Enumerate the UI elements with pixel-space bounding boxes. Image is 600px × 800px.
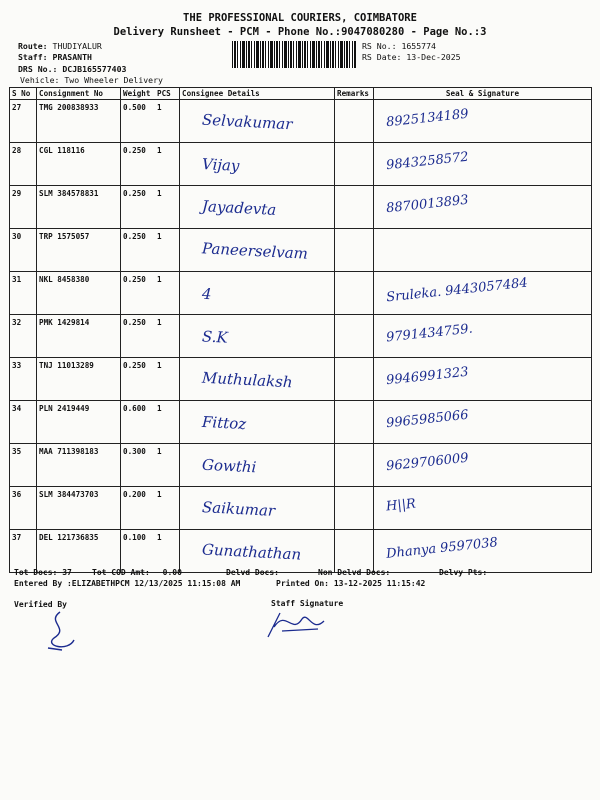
signature-handwriting: 9843258572: [385, 149, 470, 174]
consignee-handwriting: 4: [201, 284, 213, 304]
consignee-handwriting: Gowthi: [201, 455, 257, 477]
signature-handwriting: Sruleka. 9443057484: [385, 275, 529, 306]
drs-line: [18, 64, 126, 74]
table-row: [10, 143, 592, 186]
cell-pcs: 1: [155, 272, 180, 315]
cell-pcs: 1: [155, 100, 180, 143]
cell-weight: 0.100: [121, 530, 156, 573]
cell-pcs: 1: [155, 143, 180, 186]
cell-consignee: [180, 229, 335, 272]
vehicle-line: [20, 75, 163, 85]
cell-remarks: [335, 444, 374, 487]
cell-signature: [374, 444, 592, 487]
cell-consignment: PMK 1429814: [37, 315, 121, 358]
cell-consignment: SLM 384473703: [37, 487, 121, 530]
cell-consignment: TRP 1575057: [37, 229, 121, 272]
signature-handwriting: H||R: [385, 496, 417, 515]
cell-weight: 0.250: [121, 315, 156, 358]
cell-pcs: 1: [155, 186, 180, 229]
cell-sno: 33: [10, 358, 37, 401]
cell-consignee: [180, 272, 335, 315]
cell-signature: [374, 272, 592, 315]
table-header-row: [10, 88, 592, 100]
barcode: [232, 41, 356, 68]
rs-no-value: 1655774: [401, 41, 436, 51]
cell-weight: 0.250: [121, 358, 156, 401]
entered-by-value: ELIZABETHPCM 12/13/2025 11:15:08 AM: [71, 579, 241, 588]
table-row: [10, 530, 592, 573]
printed-on-value: 13-12-2025 11:15:42: [333, 579, 426, 588]
cell-sno: 35: [10, 444, 37, 487]
tot-cod-value: 0.00: [162, 568, 182, 577]
cell-sno: 27: [10, 100, 37, 143]
cell-remarks: [335, 401, 374, 444]
consignee-handwriting: Muthulaksh: [201, 368, 293, 392]
tot-docs-label: Tot Docs:: [14, 568, 58, 577]
cell-consignee: [180, 358, 335, 401]
staff-label: Staff:: [18, 52, 48, 62]
consignee-handwriting: Saikumar: [201, 498, 276, 520]
table-row: [10, 229, 592, 272]
cell-sno: 34: [10, 401, 37, 444]
drs-label: DRS No.:: [18, 64, 58, 74]
tot-docs: [14, 568, 72, 577]
consignee-handwriting: Paneerselvam: [201, 239, 309, 263]
cell-signature: [374, 186, 592, 229]
cell-sno: 30: [10, 229, 37, 272]
entered-by: [14, 579, 240, 588]
cell-remarks: [335, 530, 374, 573]
cell-consignee: [180, 186, 335, 229]
cell-sno: 29: [10, 186, 37, 229]
cell-signature: [374, 530, 592, 573]
cell-remarks: [335, 272, 374, 315]
col-pcs: PCS: [155, 88, 180, 100]
cell-remarks: [335, 487, 374, 530]
consignee-handwriting: Fittoz: [201, 412, 247, 434]
cell-consignment: TMG 200838933: [37, 100, 121, 143]
rs-date-line: [362, 52, 461, 62]
cell-sno: 28: [10, 143, 37, 186]
cell-weight: 0.250: [121, 143, 156, 186]
route-line: [18, 41, 102, 51]
entered-by-label: Entered By :: [14, 579, 72, 588]
cell-weight: 0.300: [121, 444, 156, 487]
cell-weight: 0.200: [121, 487, 156, 530]
cell-pcs: 1: [155, 229, 180, 272]
cell-sno: 36: [10, 487, 37, 530]
rs-no-line: [362, 41, 436, 51]
cell-remarks: [335, 143, 374, 186]
cell-signature: [374, 315, 592, 358]
cell-consignee: [180, 530, 335, 573]
consignee-handwriting: S.K: [201, 327, 229, 347]
cell-consignee: [180, 315, 335, 358]
staff-signature-label: Staff Signature: [271, 599, 344, 608]
cell-pcs: 1: [155, 401, 180, 444]
col-signature: Seal & Signature: [374, 88, 592, 100]
route-label: Route:: [18, 41, 48, 51]
runsheet-subtitle: Delivery Runsheet - PCM - Phone No.:9047080280 - Page No.:3: [113, 26, 487, 38]
cell-consignment: MAA 711398183: [37, 444, 121, 487]
non-delvd-docs-label: Non Delvd Docs:: [318, 568, 391, 577]
cell-consignee: [180, 401, 335, 444]
table-row: [10, 100, 592, 143]
col-sno: S No: [10, 88, 37, 100]
cell-sno: 31: [10, 272, 37, 315]
cell-consignment: TNJ 11013289: [37, 358, 121, 401]
cell-consignment: DEL 121736835: [37, 530, 121, 573]
consignee-handwriting: Vijay: [201, 155, 240, 175]
cell-signature: [374, 143, 592, 186]
cell-remarks: [335, 358, 374, 401]
cell-weight: 0.600: [121, 401, 156, 444]
cell-weight: 0.500: [121, 100, 156, 143]
table-row: [10, 315, 592, 358]
cell-remarks: [335, 229, 374, 272]
cell-consignee: [180, 487, 335, 530]
cell-pcs: 1: [155, 358, 180, 401]
route-value: THUDIYALUR: [52, 41, 102, 51]
cell-consignee: [180, 444, 335, 487]
drs-value: DCJB165577403: [62, 64, 127, 74]
vehicle-label: Vehicle:: [20, 75, 60, 85]
cell-consignee: [180, 100, 335, 143]
cell-weight: 0.250: [121, 186, 156, 229]
cell-remarks: [335, 315, 374, 358]
cell-consignment: NKL 8458380: [37, 272, 121, 315]
cell-sno: 37: [10, 530, 37, 573]
signature-handwriting: 8870013893: [385, 192, 470, 217]
cell-consignment: SLM 384578831: [37, 186, 121, 229]
cell-pcs: 1: [155, 315, 180, 358]
runsheet-table: [9, 87, 592, 573]
staff-value: PRASANTH: [52, 52, 92, 62]
staff-signature-scribble: [262, 607, 332, 643]
col-consignee: Consignee Details: [180, 88, 335, 100]
cell-remarks: [335, 100, 374, 143]
cell-sno: 32: [10, 315, 37, 358]
cell-signature: [374, 401, 592, 444]
verified-signature-scribble: [40, 608, 80, 654]
cell-remarks: [335, 186, 374, 229]
delvy-pts-label: Delvy Pts:: [439, 568, 488, 577]
company-title: THE PROFESSIONAL COURIERS, COIMBATORE: [183, 12, 417, 24]
signature-handwriting: 9965985066: [385, 407, 470, 432]
cell-consignment: CGL 118116: [37, 143, 121, 186]
signature-handwriting: 9629706009: [385, 450, 470, 475]
cell-consignee: [180, 143, 335, 186]
printed-on-label: Printed On:: [276, 579, 329, 588]
rs-date-value: 13-Dec-2025: [406, 52, 461, 62]
signature-handwriting: 9946991323: [385, 364, 470, 389]
delvd-docs-label: Delvd Docs:: [226, 568, 279, 577]
staff-line: [18, 52, 92, 62]
table-row: [10, 401, 592, 444]
signature-handwriting: Dhanya 9597038: [385, 535, 499, 562]
consignee-handwriting: Selvakumar: [201, 110, 293, 134]
cell-pcs: 1: [155, 530, 180, 573]
cell-signature: [374, 229, 592, 272]
table-row: [10, 487, 592, 530]
signature-handwriting: 8925134189: [385, 106, 470, 131]
rs-no-label: RS No.:: [362, 41, 397, 51]
cell-weight: 0.250: [121, 229, 156, 272]
cell-pcs: 1: [155, 487, 180, 530]
consignee-handwriting: Jayadevta: [201, 197, 277, 219]
cell-signature: [374, 358, 592, 401]
rs-date-label: RS Date:: [362, 52, 402, 62]
cell-signature: [374, 487, 592, 530]
tot-cod-label: Tot COD Amt:: [92, 568, 150, 577]
cell-signature: [374, 100, 592, 143]
cell-pcs: 1: [155, 444, 180, 487]
table-row: [10, 444, 592, 487]
verified-by-label: Verified By: [14, 600, 67, 609]
signature-handwriting: 9791434759.: [385, 321, 474, 346]
consignee-handwriting: Gunathathan: [201, 540, 302, 564]
cell-weight: 0.250: [121, 272, 156, 315]
tot-docs-value: 37: [62, 568, 72, 577]
vehicle-value: Two Wheeler Delivery: [64, 75, 163, 85]
col-remarks: Remarks: [335, 88, 374, 100]
col-weight: Weight: [121, 88, 156, 100]
table-row: [10, 358, 592, 401]
cell-consignment: PLN 2419449: [37, 401, 121, 444]
table-row: [10, 272, 592, 315]
table-row: [10, 186, 592, 229]
col-consignment: Consignment No: [37, 88, 121, 100]
tot-cod: [92, 568, 182, 577]
printed-on: [276, 579, 425, 588]
